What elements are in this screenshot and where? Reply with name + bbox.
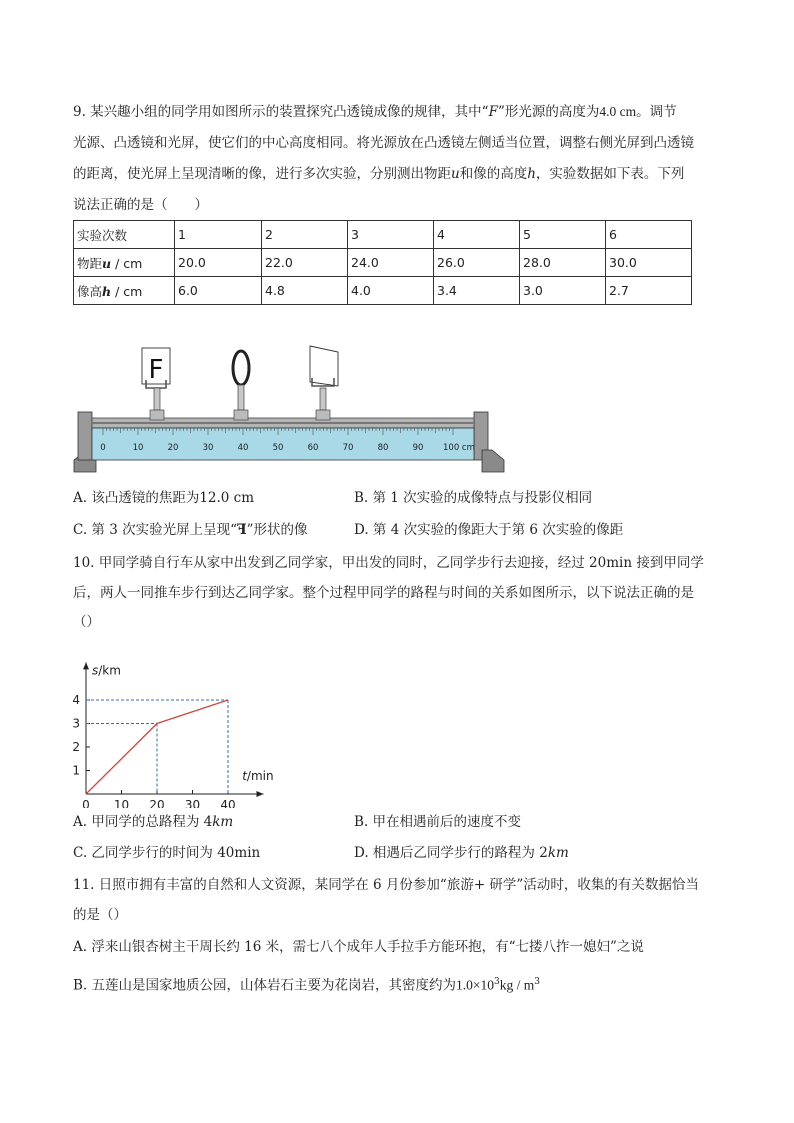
ruler-label: 70: [342, 443, 354, 453]
table-row-label: 像高h / cm: [74, 277, 175, 305]
y-tick-label: 1: [72, 763, 80, 778]
table-cell: 3: [348, 221, 434, 249]
q10-option-a[interactable]: A. 甲同学的总路程为 4km: [73, 814, 234, 830]
y-axis-arrow: [83, 662, 89, 669]
x-tick-label: 30: [184, 798, 201, 808]
q9-line-4: 说法正确的是（ ）: [73, 197, 208, 213]
table-row-label: 物距u / cm: [74, 249, 175, 277]
q10-option-b[interactable]: B. 甲在相遇前后的速度不变: [354, 814, 522, 830]
q11-option-a[interactable]: A. 浮来山银杏树主干周长约 16 米，需七八个成年人手拉手方能环抱，有“七搂八拃一媳妇”之说: [73, 939, 644, 955]
q9-f-label: F: [488, 104, 498, 120]
light-source-holder: [142, 348, 170, 420]
ruler-label: 60: [307, 443, 319, 453]
q9-option-a[interactable]: A. 该凸透镜的焦距为12.0 cm: [73, 490, 255, 506]
q10-option-d[interactable]: D. 相遇后乙同学步行的路程为 2km: [354, 845, 569, 861]
q9-text: ”形光源的高度为: [497, 104, 600, 120]
table-cell: 24.0: [348, 249, 434, 277]
optical-bench-figure: [70, 340, 510, 480]
table-cell: 2.7: [606, 277, 692, 305]
table-cell: 4.8: [262, 277, 348, 305]
q9-text: 和像的高度: [459, 166, 528, 182]
q10-line-3: （）: [73, 614, 100, 630]
table-cell: 6.0: [175, 277, 262, 305]
y-tick-label: 4: [72, 693, 80, 707]
table-cell: 5: [520, 221, 606, 249]
table-cell: 30.0: [606, 249, 692, 277]
x-tick-label: 20: [149, 798, 165, 808]
ruler-label: 30: [202, 443, 214, 453]
q10-line-2: 后，两人一同推车步行到达乙同学家。整个过程甲同学的路程与时间的关系如图所示，以下说法正确的是: [73, 585, 694, 601]
ruler-label: 0: [100, 443, 106, 453]
q9-data-table: [73, 220, 692, 305]
q9-text: 。调节: [636, 104, 677, 120]
table-cell: 2: [262, 221, 348, 249]
table-cell: 22.0: [262, 249, 348, 277]
q9-line-3: [73, 164, 684, 184]
table-cell: 4: [434, 221, 520, 249]
q11-option-b[interactable]: B. 五莲山是国家地质公园，山体岩石主要为花岗岩，其密度约为$1.0\times 10^3kg / m^3$: [73, 977, 540, 994]
table-cell: 26.0: [434, 249, 520, 277]
table-cell: 3.4: [434, 277, 520, 305]
q11-line-2: 的是（）: [73, 907, 127, 923]
table-cell: 28.0: [520, 249, 606, 277]
light-source-f: F: [148, 355, 164, 385]
ruler-label: 80: [377, 443, 389, 453]
table-row-label: 实验次数: [74, 221, 175, 249]
table-row: [74, 249, 692, 277]
table-row: [74, 277, 692, 305]
table-cell: 20.0: [175, 249, 262, 277]
distance-time-chart: [70, 638, 290, 808]
q9-option-c[interactable]: C. 第 3 次实验光屏上呈现“ꟻ”形状的像: [73, 522, 308, 538]
x-tick-label: 10: [113, 798, 130, 808]
ruler-label: 10: [132, 443, 144, 453]
y-axis-label: s/km: [92, 663, 121, 678]
q9-line-2: 光源、凸透镜和光屏，使它们的中心高度相同。将光源放在凸透镜左侧适当位置，调整右侧光屏到凸透镜: [73, 135, 694, 151]
q9-text: ，实验数据如下表。下列: [535, 166, 685, 182]
table-row: [74, 221, 692, 249]
table-cell: 6: [606, 221, 692, 249]
q9-height-value: 4.0 cm: [599, 104, 637, 119]
ruler-label: 40: [237, 443, 249, 453]
x-tick-label: 40: [220, 798, 236, 808]
q9-line-1: [73, 102, 677, 122]
light-screen-holder: [310, 346, 338, 420]
q10-line-1: 10. 甲同学骑自行车从家中出发到乙同学家，甲出发的同时，乙同学步行去迎接，经过 20min 接到甲同学: [73, 555, 704, 571]
q9-var-h: h: [527, 166, 536, 182]
q9-var-u: u: [451, 166, 460, 182]
y-tick-label: 3: [72, 716, 80, 731]
table-cell: 1: [175, 221, 262, 249]
x-tick-label: 0: [82, 798, 90, 808]
ruler-label: 100 cm: [443, 443, 475, 453]
q9-option-d[interactable]: D. 第 4 次实验的像距大于第 6 次实验的像距: [354, 522, 624, 538]
ruler-label: 50: [272, 443, 284, 453]
q9-text: 9. 某兴趣小组的同学用如图所示的装置探究凸透镜成像的规律，其中“: [73, 104, 489, 120]
table-cell: 3.0: [520, 277, 606, 305]
x-axis-arrow: [257, 791, 264, 797]
inverted-f-glyph: ꟻ: [237, 522, 247, 538]
y-tick-label: 2: [72, 740, 80, 754]
q9-option-b[interactable]: B. 第 1 次实验的成像特点与投影仪相同: [354, 490, 593, 506]
q11-line-1: 11. 日照市拥有丰富的自然和人文资源，某同学在 6 月份参加“旅游+ 研学”活动时，收集的有关数据恰当: [73, 877, 699, 893]
q10-option-c[interactable]: C. 乙同学步行的时间为 40min: [73, 845, 261, 861]
ruler-label: 90: [412, 443, 424, 453]
x-axis-label: t/min: [242, 769, 274, 783]
convex-lens-holder: [233, 351, 249, 420]
q9-text: 的距离，使光屏上呈现清晰的像，进行多次实验，分别测出物距: [73, 166, 451, 182]
table-cell: 4.0: [348, 277, 434, 305]
ruler-label: 20: [167, 443, 179, 453]
